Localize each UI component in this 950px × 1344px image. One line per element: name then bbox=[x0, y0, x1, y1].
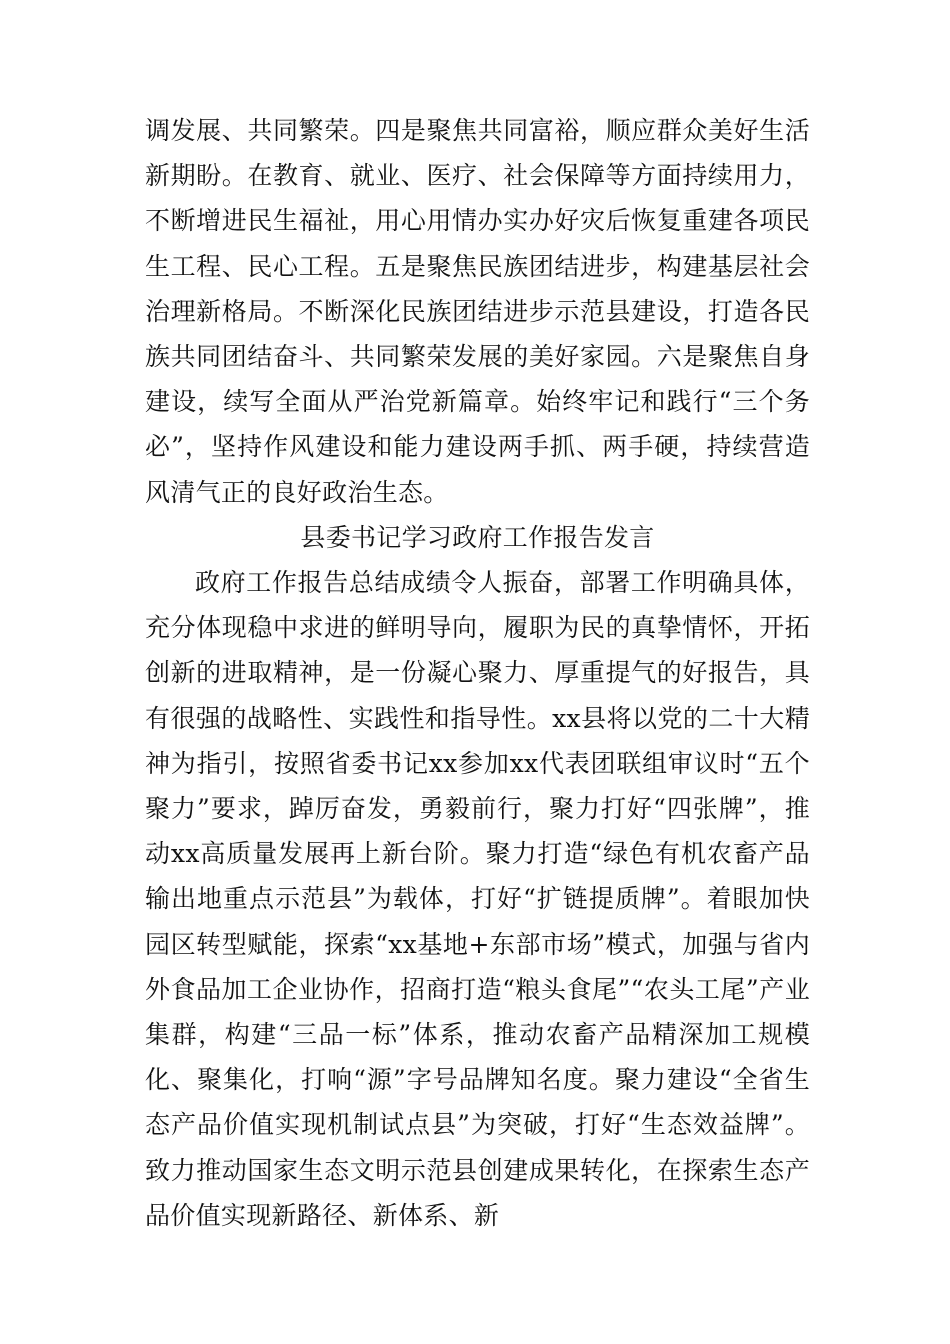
body-paragraph-continued: 调发展、共同繁荣。四是聚焦共同富裕，顺应群众美好生活新期盼。在教育、就业、医疗、社会保障等方面持续用力，不断增进民生福祉，用心用情办实办好灾后恢复重建各项民生工程、民心工程。五是聚焦民族团结进步，构建基层社会治理新格局。不断深化民族团结进步示范县建设，打造各民族共同团结奋斗、共同繁荣发展的美好家园。六是聚焦自身建设，续写全面从严治党新篇章。始终牢记和践行“三个务必”，坚持作风建设和能力建设两手抓、两手硬，持续营造风清气正的良好政治生态。 bbox=[145, 116, 810, 507]
section-title: 县委书记学习政府工作报告发言 bbox=[300, 522, 655, 552]
body-paragraph: 政府工作报告总结成绩令人振奋，部署工作明确具体，充分体现稳中求进的鲜明导向，履职为民的真挚情怀，开拓创新的进取精神，是一份凝心聚力、厚重提气的好报告，具有很强的战略性、实践性和指导性。xx县将以党的二十大精神为指引，按照省委书记xx参加xx代表团联组审议时“五个聚力”要求，踔厉奋发，勇毅前行，聚力打好“四张牌”，推动xx高质量发展再上新台阶。聚力打造“绿色有机农畜产品输出地重点示范县”为载体，打好“扩链提质牌”。着眼加快园区转型赋能，探索“xx基地+东部市场”模式，加强与省内外食品加工企业协作，招商打造“粮头食尾”“农头工尾”产业集群，构建“三品一标”体系，推动农畜产品精深加工规模化、聚集化，打响“源”字号品牌知名度。聚力建设“全省生态产品价值实现机制试点县”为突破，打好“生态效益牌”。致力推动国家生态文明示范县创建成果转化，在探索生态产品价值实现新路径、新体系、新 bbox=[145, 568, 810, 1230]
document-page bbox=[145, 108, 810, 1238]
